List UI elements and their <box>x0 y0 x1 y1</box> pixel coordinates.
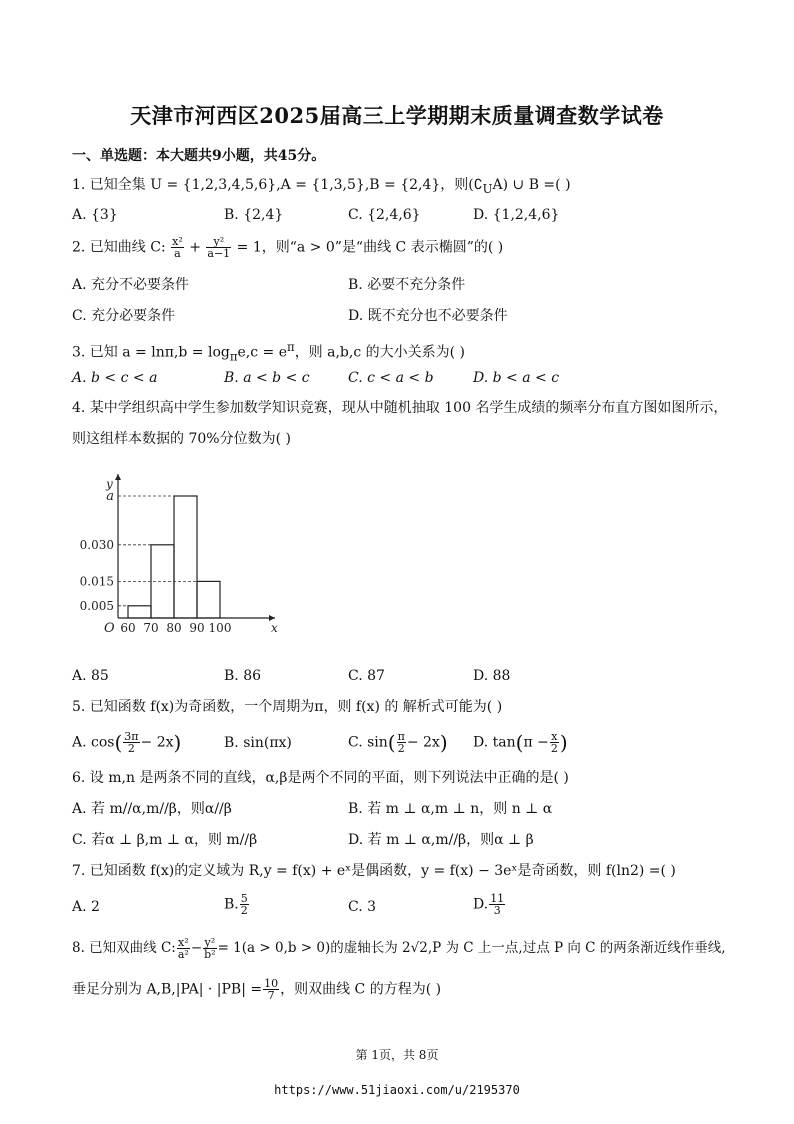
q2-option-d[interactable]: D. 既不充分也不必要条件 <box>348 308 508 324</box>
q4-option-c[interactable]: C. 87 <box>348 668 385 684</box>
y-axis-arrow <box>115 474 121 480</box>
q3-option-a[interactable]: A. b < c < a <box>72 370 158 386</box>
q4-option-d[interactable]: D. 88 <box>473 668 511 684</box>
x-axis-label: x <box>271 621 278 635</box>
y-tick-label: 0.015 <box>79 574 114 589</box>
histogram-bar <box>197 581 220 618</box>
q7-option-c[interactable]: C. 3 <box>348 899 377 915</box>
q4-option-b[interactable]: B. 86 <box>224 668 262 684</box>
question-1: 1. 已知全集 U = {1,2,3,4,5,6},A = {1,3,5},B = {2,4}，则$(∁_UA)$ ∪ B =( ) <box>72 177 571 196</box>
q5-option-a[interactable]: A. cos( $\frac{3\pi}{2}$ − 2x) <box>72 730 182 755</box>
q6-option-c[interactable]: C. 若α ⊥ β,m ⊥ α，则 m//β <box>72 832 258 848</box>
y-tick-label: a <box>106 489 114 504</box>
page-footer: 第 1页，共 8页 <box>355 1048 439 1062</box>
question-8-line-1: 8. 已知双曲线 C: $\frac{\text{x²}}{\text{a²}}$ − $\frac{\text{y²}}{\text{b²}}$ = 1(a > 0,b > 0)的虚轴长为 2√2,P 为 C 上一点,过点 P 向 C 的两条渐近线作垂线, <box>72 936 726 961</box>
fraction: $\frac{\text{y²}}{a-1}$ <box>207 235 231 260</box>
q3-option-b[interactable]: B. a < b < c <box>224 370 310 386</box>
q2-option-a[interactable]: A. 充分不必要条件 <box>72 277 190 293</box>
question-6: 6. 设 m,n 是两条不同的直线，α,β是两个不同的平面，则下列说法中正确的是( ) <box>72 770 569 786</box>
question-4-line-1: 4. 某中学组织高中学生参加数学知识竞赛，现从中随机抽取 100 名学生成绩的频率分布直方图如图所示， <box>72 400 728 416</box>
question-4-line-2: 则这组样本数据的 70%分位数为( ) <box>72 431 291 447</box>
q7-option-a[interactable]: A. 2 <box>72 899 100 915</box>
q7-option-d[interactable]: D. $\frac{11}{3}$ <box>473 892 505 917</box>
frequency-histogram <box>70 466 290 646</box>
q3-option-d[interactable]: D. b < a < c <box>473 370 560 386</box>
y-axis-label: y <box>106 477 113 491</box>
q6-option-a[interactable]: A. 若 m//α,m//β，则α//β <box>72 801 232 817</box>
fraction: $\frac{\text{x²}}{a}$ <box>172 235 183 260</box>
histogram-bar <box>174 496 197 618</box>
q3-option-c[interactable]: C. c < a < b <box>348 370 434 386</box>
q4-option-a[interactable]: A. 85 <box>72 668 109 684</box>
histogram-bar <box>128 606 151 618</box>
origin-label: O <box>104 621 115 636</box>
question-3: 3. 已知 $a = \ln\pi,b = \log_\pi e,c = e^\pi$，则 a,b,c 的大小关系为( ) <box>72 340 466 364</box>
q5-option-c[interactable]: C. sin( $\frac{\pi}{2}$ − 2x) <box>348 730 448 755</box>
section-heading: 一、单选题：本大题共9小题，共45分。 <box>72 148 326 164</box>
x-tick-label: 60 <box>120 621 136 635</box>
x-tick-label: 70 <box>143 621 159 635</box>
q2-option-c[interactable]: C. 充分必要条件 <box>72 308 176 324</box>
q1-option-d[interactable]: D. {1,2,4,6} <box>473 207 560 223</box>
x-tick-label: 100 <box>208 621 232 635</box>
question-2: 2. 已知曲线 C: $\frac{\text{x²}}{a}$ + $\frac{\text{y²}}{a-1}$ = 1，则“a > 0”是“曲线 C 表示椭圆”的( ) <box>72 235 504 260</box>
q6-option-d[interactable]: D. 若 m ⊥ α,m//β，则α ⊥ β <box>348 832 534 848</box>
q7-option-b[interactable]: B. $\frac{5}{2}$ <box>224 892 248 917</box>
source-url[interactable]: https://www.51jiaoxi.com/u/2195370 <box>274 1083 520 1097</box>
q6-option-b[interactable]: B. 若 m ⊥ α,m ⊥ n，则 n ⊥ α <box>348 801 553 817</box>
q2-option-b[interactable]: B. 必要不充分条件 <box>348 277 466 293</box>
q1-option-b[interactable]: B. {2,4} <box>224 207 284 223</box>
x-tick-label: 90 <box>189 621 205 635</box>
q5-option-b[interactable]: B. sin(πx) <box>224 735 292 751</box>
q5-option-d[interactable]: D. tan(π − $\frac{x}{2}$ ) <box>473 730 568 755</box>
question-8-line-2: 垂足分别为 A,B,|PA| · |PB| = $\frac{10}{7}$ ，则双曲线 C 的方程为( ) <box>72 977 442 1002</box>
y-tick-label: 0.030 <box>79 537 114 552</box>
question-5: 5. 已知函数 f(x)为奇函数，一个周期为π，则 f(x) 的 解析式可能为( ) <box>72 699 503 715</box>
q1-option-a[interactable]: A. {3} <box>72 207 118 223</box>
x-tick-label: 80 <box>166 621 182 635</box>
q1-option-c[interactable]: C. {2,4,6} <box>348 207 421 223</box>
y-tick-label: 0.005 <box>79 598 114 613</box>
question-7: 7. 已知函数 f(x)的定义域为 R,y = f(x) + eˣ是偶函数，y = f(x) − 3eˣ是奇函数，则 f(ln2) =( ) <box>72 863 676 879</box>
exam-title: 天津市河西区2025届高三上学期期末质量调查数学试卷 <box>130 103 664 128</box>
